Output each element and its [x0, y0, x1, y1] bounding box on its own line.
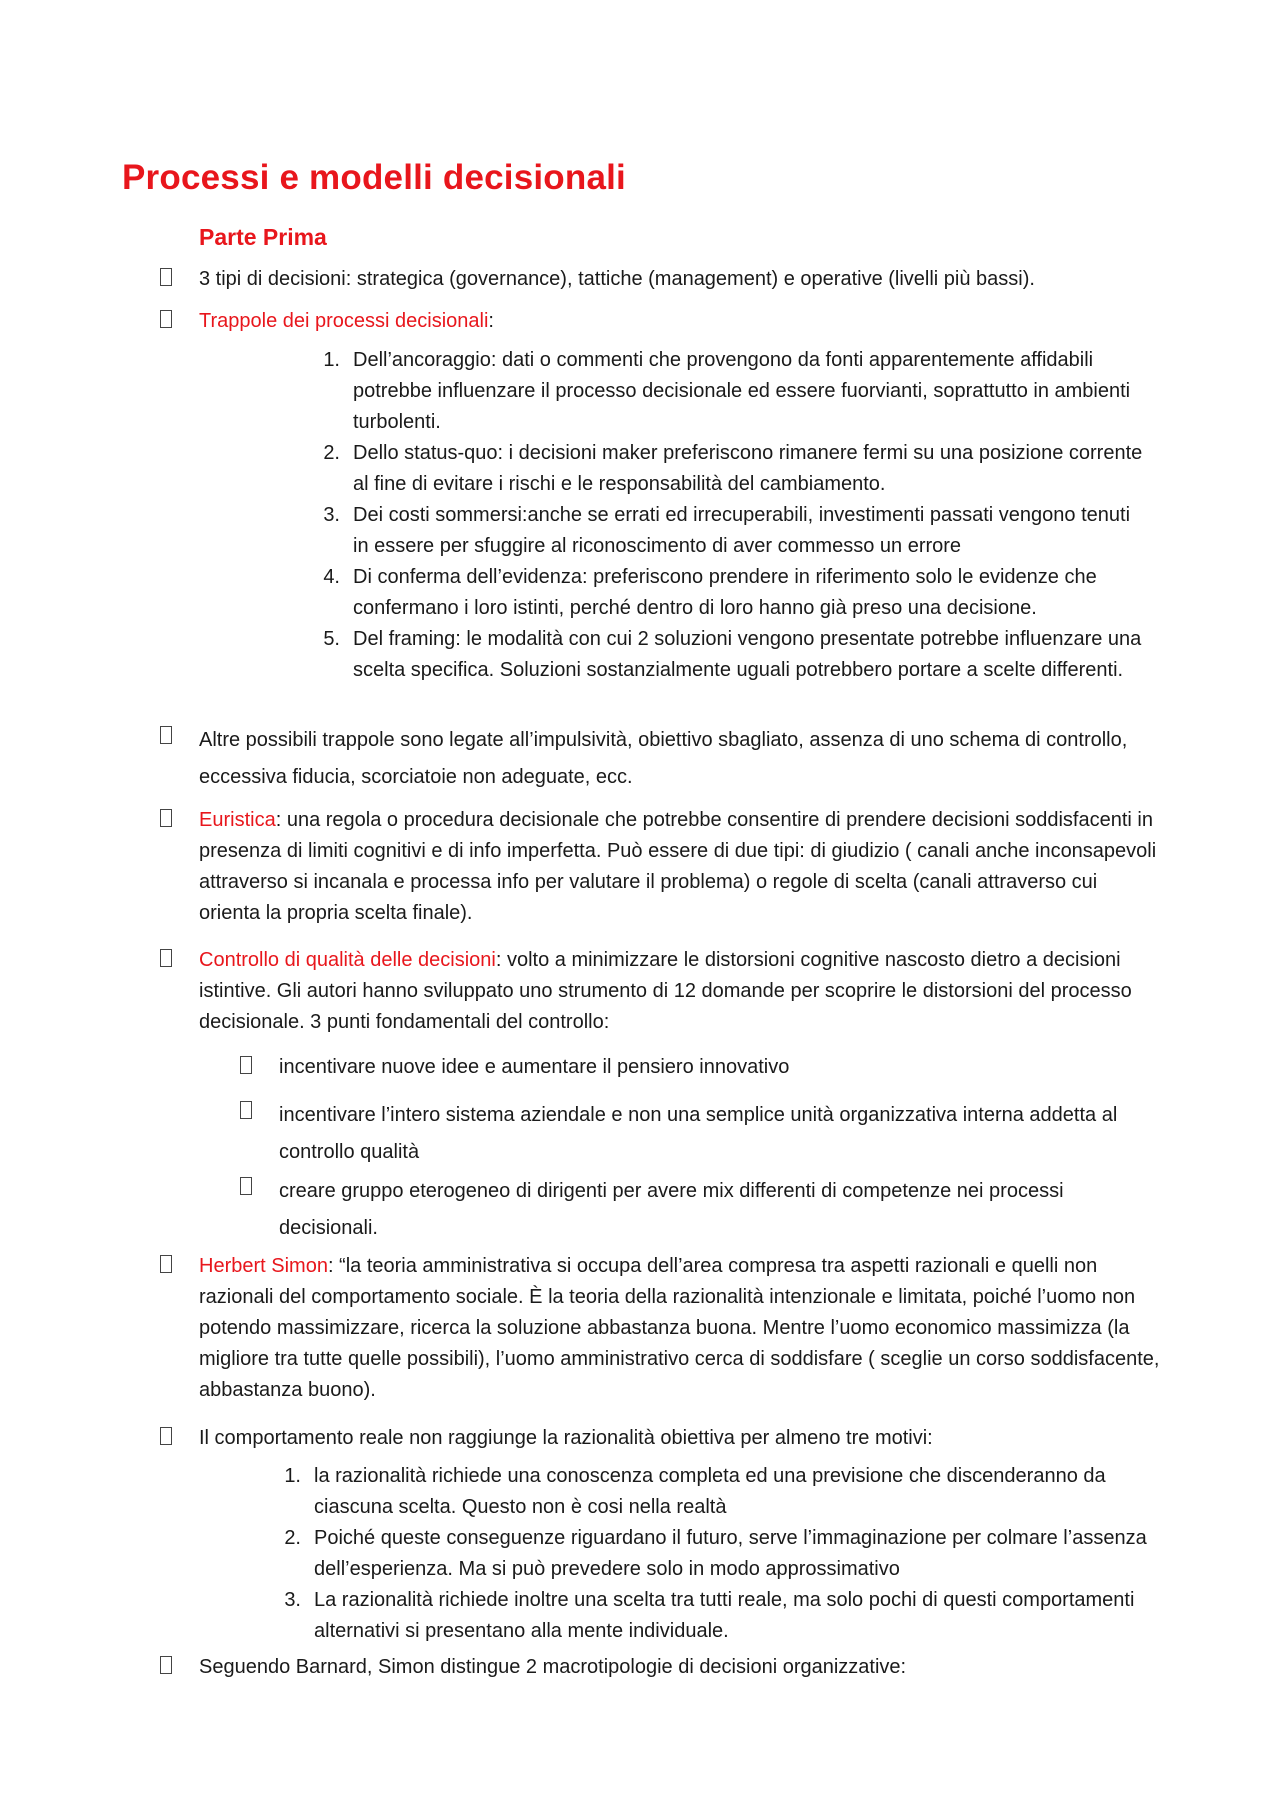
bullet-quality-control: Controllo di qualità delle decisioni: volto a minimizzare le distorsioni cognitive nascosto dietro a decisioni istintive. Gli autori hanno sviluppato uno strumento di 12 domande per scoprire le distorsioni del processo decisionale. 3 punti fondamentali del controllo:: [160, 945, 1160, 1038]
bullet-box-icon: [240, 1056, 252, 1074]
section-subtitle: Parte Prima: [199, 224, 327, 250]
bullet-euristica: Euristica: una regola o procedura decisionale che potrebbe consentire di prendere decisioni soddisfacenti in presenza di limiti cognitivi e di info imperfetta. Può essere di due tipi: di giudizio ( canali anche inconsapevoli attraverso si incanala e processa info per valutare il problema) o regole di scelta (canali attraverso cui orienta la propria scelta finale).: [160, 805, 1160, 929]
bullet-box-icon: [240, 1101, 252, 1119]
bullet-real-behaviour: Il comportamento reale non raggiunge la razionalità obiettiva per almeno tre motivi:: [160, 1423, 1160, 1454]
list-item-trap: 3. Dei costi sommersi:anche se errati ed irrecuperabili, investimenti passati vengono tenuti in essere per sfuggire al riconoscimento di aver commesso un errore: [323, 504, 1131, 557]
bullet-box-icon: [160, 1656, 172, 1674]
bullet-traps: Trappole dei processi decisionali:: [160, 306, 1160, 337]
bullet-box-icon: [160, 310, 172, 328]
list-item-trap: 5. Del framing: le modalità con cui 2 soluzioni vengono presentate potrebbe influenzare una scelta specifica. Soluzioni sostanzialmente uguali potrebbero portare a scelte differenti.: [323, 628, 1142, 681]
bullet-box-icon: [160, 1255, 172, 1273]
bullet-herbert-simon: Herbert Simon: “la teoria amministrativa si occupa dell’area compresa tra aspetti razionali e quelli non razionali del comportamento sociale. È la teoria della razionalità intenzionale e limitata, poiché l’uomo non potendo massimizzare, ricerca la soluzione abbastanza buona. Mentre l’uomo economico massimizza (la migliore tra tutte quelle possibili), l’uomo amministrativo cerca di soddisfare ( sceglie un corso soddisfacente, abbastanza buono).: [160, 1251, 1160, 1406]
bullet-barnard-simon: Seguendo Barnard, Simon distingue 2 macrotipologie di decisioni organizzative:: [160, 1652, 1160, 1683]
traps-heading: Trappole dei processi decisionali: [199, 310, 489, 332]
sub-bullet-control-point: creare gruppo eterogeneo di dirigenti per avere mix differenti di competenze nei processi decisionali.: [240, 1173, 1160, 1247]
sub-bullet-control-point: incentivare nuove idee e aumentare il pensiero innovativo: [240, 1052, 1160, 1083]
herbert-simon-term: Herbert Simon: [199, 1255, 328, 1277]
list-item-trap: 4. Di conferma dell’evidenza: preferiscono prendere in riferimento solo le evidenze che confermano i loro istinti, perché dentro di loro hanno già preso una decisione.: [323, 566, 1097, 619]
bullet-other-traps: Altre possibili trappole sono legate all’impulsività, obiettivo sbagliato, assenza di uno schema di controllo, eccessiva fiducia, scorciatoie non adeguate, ecc.: [160, 722, 1160, 796]
list-item-reason: 2. Poiché queste conseguenze riguardano il futuro, serve l’immaginazione per colmare l’assenza dell’esperienza. Ma si può prevedere solo in modo approssimativo: [284, 1527, 1147, 1580]
list-item-trap: 2. Dello status-quo: i decisioni maker preferiscono rimanere fermi su una posizione corrente al fine di evitare i rischi e le responsabilità del cambiamento.: [323, 442, 1143, 495]
bullet-decision-types: 3 tipi di decisioni: strategica (governance), tattiche (management) e operative (livelli più bassi).: [160, 264, 1160, 295]
bullet-box-icon: [160, 1427, 172, 1445]
list-item-reason: 3. La razionalità richiede inoltre una scelta tra tutti reale, ma solo pochi di questi comportamenti alternativi si presentano alla mente individuale.: [284, 1589, 1135, 1642]
bullet-box-icon: [160, 809, 172, 827]
list-item-trap: 1. Dell’ancoraggio: dati o commenti che provengono da fonti apparentemente affidabili potrebbe influenzare il processo decisionale ed essere fuorvianti, soprattutto in ambienti turbolenti.: [323, 349, 1131, 433]
bullet-box-icon: [160, 726, 172, 744]
list-item-reason: 1. la razionalità richiede una conoscenza completa ed una previsione che discenderanno da ciascuna scelta. Questo non è cosi nella realtà: [284, 1465, 1106, 1518]
document-title: Processi e modelli decisionali: [122, 158, 626, 197]
bullet-box-icon: [160, 949, 172, 967]
euristica-term: Euristica: [199, 809, 276, 831]
bullet-box-icon: [240, 1177, 252, 1195]
quality-control-term: Controllo di qualità delle decisioni: [199, 949, 496, 971]
sub-bullet-control-point: incentivare l’intero sistema aziendale e non una semplice unità organizzativa interna addetta al controllo qualità: [240, 1097, 1120, 1171]
bullet-box-icon: [160, 268, 172, 286]
